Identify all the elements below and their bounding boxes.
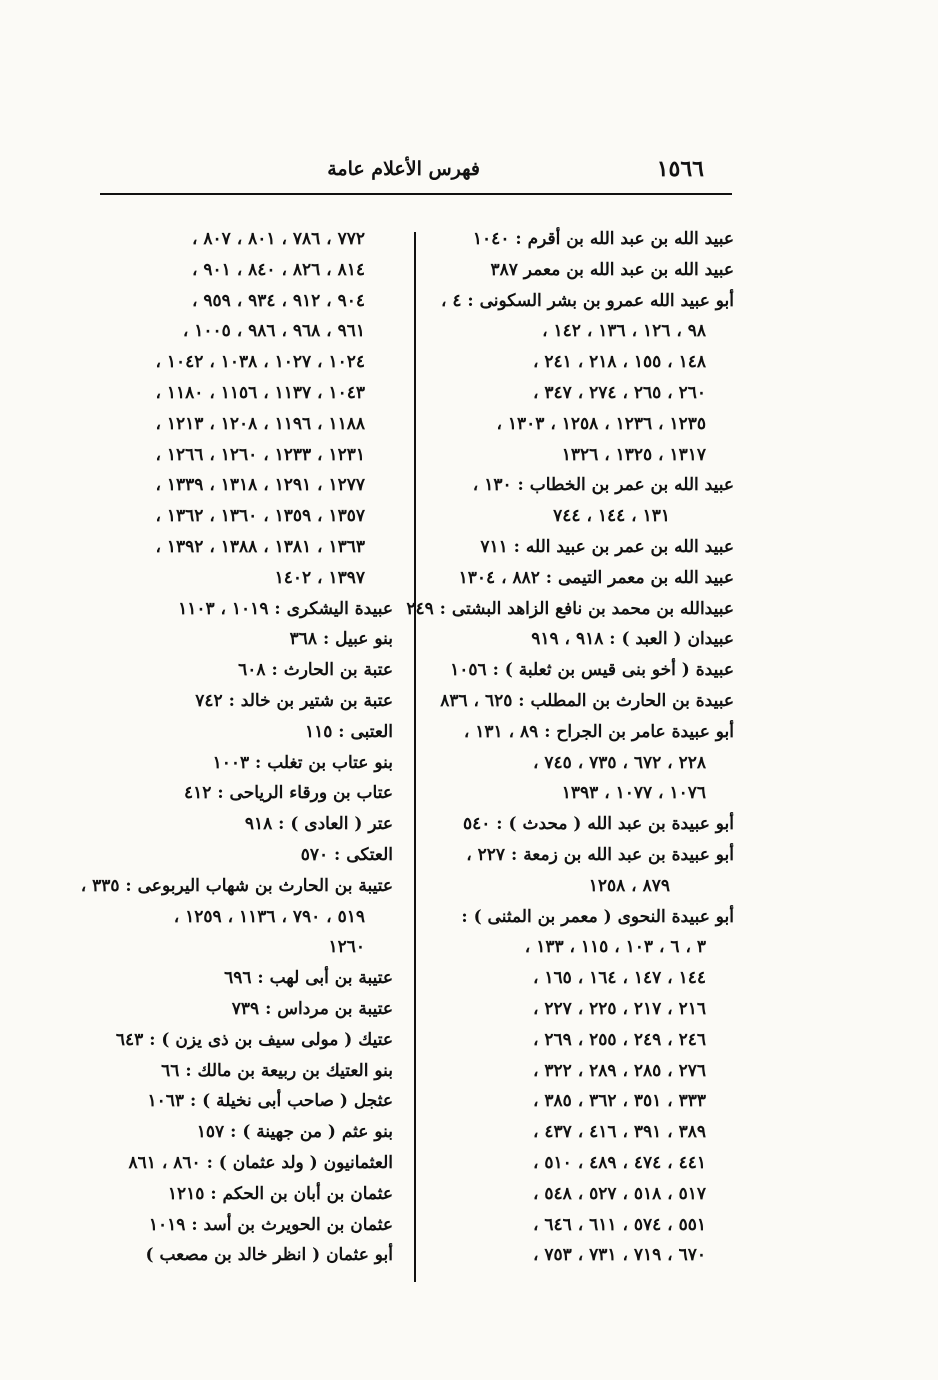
index-entry-continuation: ٣ ، ٦ ، ١٠٣ ، ١١٥ ، ١٣٣ ، [524, 937, 706, 958]
index-entry-continuation: ١٣٦٣ ، ١٣٨١ ، ١٣٨٨ ، ١٣٩٢ ، [155, 536, 365, 557]
header-rule [100, 193, 732, 195]
index-entry-continuation: ١٠٢٤ ، ١٠٢٧ ، ١٠٣٨ ، ١٠٤٢ ، [155, 352, 365, 373]
page-number: ١٥٦٦ [656, 156, 704, 182]
page-header [100, 156, 740, 196]
index-entry: عتر ( العادى ) : ٩١٨ [244, 814, 393, 835]
index-entry: بنو عتاب بن تغلب : ١٠٠٣ [212, 752, 393, 773]
index-entry: عتيك ( مولى سيف بن ذى يزن ) : ٦٤٣ [115, 1029, 393, 1050]
index-entry: عثمان بن الحويرث بن أسد : ١٠١٩ [148, 1214, 393, 1235]
index-entry: عتبة بن شتير بن خالد : ٧٤٢ [195, 690, 393, 711]
index-entry: عبيدالله بن محمد بن نافع الزاهد البشتى : ٢٤٩ [406, 598, 734, 619]
index-entry-continuation: ١٣٥٧ ، ١٣٥٩ ، ١٣٦٠ ، ١٣٦٢ ، [155, 506, 365, 527]
index-entry: بنو عبيل : ٣٦٨ [289, 629, 393, 650]
index-entry: عثجل ( صاحب أبى نخيلة ) : ١٠٦٣ [147, 1091, 393, 1112]
index-entry: عتبة بن الحارث : ٦٠٨ [238, 660, 393, 681]
index-entry: أبو عبيدة النحوى ( معمر بن المثنى ) : [461, 906, 734, 927]
index-entry-continuation: ١٤٤ ، ١٤٧ ، ١٦٤ ، ١٦٥ ، [532, 968, 706, 989]
index-entry-continuation: ١٣١ ، ١٤٤ ، ٧٤٤ [553, 506, 670, 527]
index-entry: العتبى : ١١٥ [304, 721, 393, 742]
index-entry: عبيدة اليشكرى : ١٠١٩ ، ١١٠٣ [178, 598, 393, 619]
index-entry: أبو عبيدة بن عبد الله ( محدث ) : ٥٤٠ [462, 814, 734, 835]
index-column-left [80, 224, 393, 1271]
index-entry-continuation: ١٠٤٣ ، ١١٣٧ ، ١١٥٦ ، ١١٨٠ ، [155, 382, 365, 403]
index-entry: العتكى : ٥٧٠ [300, 844, 393, 865]
index-entry-continuation: ٧٧٢ ، ٧٨٦ ، ٨٠١ ، ٨٠٧ ، [191, 229, 365, 249]
index-entry-continuation: ٩٦١ ، ٩٦٨ ، ٩٨٦ ، ١٠٠٥ ، [182, 321, 365, 342]
index-entry: عبيد الله بن عبد الله بن أقرم : ١٠٤٠ [472, 229, 734, 249]
index-entry: عبيد الله بن معمر التيمى : ٨٨٢ ، ١٣٠٤ [458, 567, 734, 588]
index-entry: بنو عثم ( من جهينة ) : ١٥٧ [196, 1122, 393, 1143]
running-title: فهرس الأعلام عامة [327, 158, 480, 180]
index-entry-continuation: ١٢٦٠ [328, 937, 365, 958]
index-entry-continuation: ٣٨٩ ، ٣٩١ ، ٤١٦ ، ٤٣٧ ، [532, 1122, 706, 1143]
index-entry: عتاب بن ورقاء الرياحى : ٤١٢ [184, 783, 393, 804]
index-entry-continuation: ١٢٣١ ، ١٢٣٣ ، ١٢٦٠ ، ١٢٦٦ ، [155, 444, 365, 465]
index-entry: أبو عبيد الله عمرو بن بشر السكونى : ٤ ، [440, 290, 734, 311]
index-entry-continuation: ١٢٣٥ ، ١٢٣٦ ، ١٢٥٨ ، ١٣٠٣ ، [496, 413, 706, 434]
index-entry: عبيدة ( أخو بنى قيس بن ثعلبة ) : ١٠٥٦ [450, 660, 734, 681]
index-entry-continuation: ٥٥١ ، ٥٧٤ ، ٦١١ ، ٦٤٦ ، [532, 1214, 706, 1235]
index-entry: أبو عبيدة عامر بن الجراح : ٨٩ ، ١٣١ ، [463, 721, 734, 742]
index-entry-continuation: ٩٠٤ ، ٩١٢ ، ٩٣٤ ، ٩٥٩ ، [191, 290, 365, 311]
index-entry-continuation: ١٣٩٧ ، ١٤٠٢ [274, 567, 365, 588]
index-entry: عثمان بن أبان بن الحكم : ١٢١٥ [167, 1183, 393, 1204]
index-entry-continuation: ٢١٦ ، ٢١٧ ، ٢٢٥ ، ٢٢٧ ، [532, 998, 706, 1019]
index-entry-continuation: ٦٧٠ ، ٧١٩ ، ٧٣١ ، ٧٥٣ ، [532, 1245, 706, 1266]
index-entry-continuation: ١١٨٨ ، ١١٩٦ ، ١٢٠٨ ، ١٢١٣ ، [155, 413, 365, 434]
index-entry-continuation: ٢٦٠ ، ٢٦٥ ، ٢٧٤ ، ٣٤٧ ، [532, 382, 706, 403]
index-entry: أبو عثمان ( انظر خالد بن مصعب ) [145, 1245, 393, 1266]
index-entry: أبو عبيدة بن عبد الله بن زمعة : ٢٢٧ ، [466, 844, 734, 865]
index-column-right [406, 224, 734, 1271]
index-entry-continuation: ١٤٨ ، ١٥٥ ، ٢١٨ ، ٢٤١ ، [532, 352, 706, 373]
index-entry-continuation: ٩٨ ، ١٢٦ ، ١٣٦ ، ١٤٢ ، [542, 321, 706, 342]
index-entry-continuation: ٤٤١ ، ٤٧٤ ، ٤٨٩ ، ٥١٠ ، [532, 1152, 706, 1173]
index-entry-continuation: ٢٤٦ ، ٢٤٩ ، ٢٥٥ ، ٢٦٩ ، [532, 1029, 706, 1050]
column-divider [414, 232, 416, 1282]
index-entry: العثمانيون ( ولد عثمان ) : ٨٦٠ ، ٨٦١ [128, 1152, 393, 1173]
index-entry: عبيد الله بن عمر بن الخطاب : ١٣٠ ، [472, 475, 734, 496]
index-entry-continuation: ١٣١٧ ، ١٣٢٥ ، ١٣٢٦ [561, 444, 706, 465]
index-entry: عبيدان ( العبد ) : ٩١٨ ، ٩١٩ [531, 629, 734, 650]
index-entry-continuation: ٢٧٦ ، ٢٨٥ ، ٢٨٩ ، ٣٢٢ ، [532, 1060, 706, 1081]
index-entry-continuation: ٣٣٣ ، ٣٥١ ، ٣٦٢ ، ٣٨٥ ، [532, 1091, 706, 1112]
index-entry-continuation: ٥١٧ ، ٥١٨ ، ٥٢٧ ، ٥٤٨ ، [532, 1183, 706, 1204]
index-entry: عبيدة بن الحارث بن المطلب : ٦٢٥ ، ٨٣٦ [440, 690, 734, 711]
index-entry-continuation: ١٠٧٦ ، ١٠٧٧ ، ١٣٩٣ [561, 783, 706, 804]
index-entry-continuation: ٨٧٩ ، ١٢٥٨ [588, 875, 670, 896]
index-entry-continuation: ٨١٤ ، ٨٢٦ ، ٨٤٠ ، ٩٠١ ، [191, 259, 365, 280]
index-entry-continuation: ٢٢٨ ، ٦٧٢ ، ٧٣٥ ، ٧٤٥ ، [532, 752, 706, 773]
index-entry-continuation: ١٢٧٧ ، ١٢٩١ ، ١٣١٨ ، ١٣٣٩ ، [155, 475, 365, 496]
index-entry: عتيبة بن الحارث بن شهاب اليربوعى : ٣٣٥ ، [80, 875, 393, 896]
index-entry: عتيبة بن أبى لهب : ٦٩٦ [224, 968, 393, 989]
index-entry: عبيد الله بن عبد الله بن معمر ٣٨٧ [490, 259, 734, 280]
index-entry: عبيد الله بن عمر بن عبيد الله : ٧١١ [480, 536, 734, 557]
index-entry: بنو العتيك بن ربيعة بن مالك : ٦٦ [161, 1060, 393, 1081]
index-entry-continuation: ٥١٩ ، ٧٩٠ ، ١١٣٦ ، ١٢٥٩ ، [173, 906, 365, 927]
index-entry: عتيبة بن مرداس : ٧٣٩ [231, 998, 393, 1019]
